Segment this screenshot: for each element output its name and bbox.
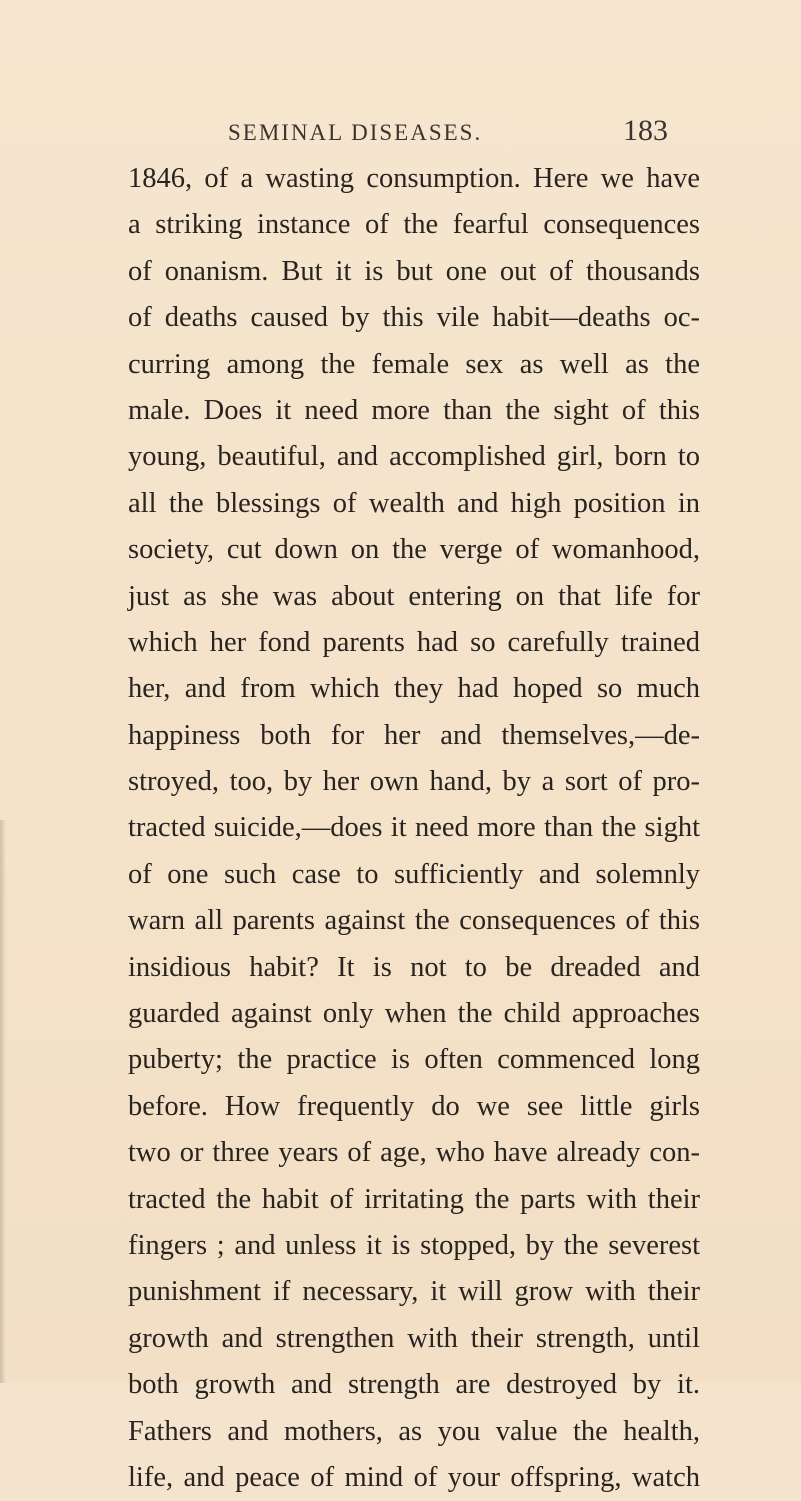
text-line: 1846, of a wasting consumption. Here we have: [128, 163, 700, 194]
text-line: a striking instance of the fearful consequences: [128, 209, 700, 241]
running-head: SEMINAL DISEASES.: [228, 120, 483, 145]
text-line: puberty; the practice is often commenced long: [128, 1044, 700, 1076]
text-line: of deaths caused by this vile habit—deaths oc-: [128, 302, 700, 334]
text-line: Fathers and mothers, as you value the health,: [128, 1415, 700, 1447]
text-line: before. How frequently do we see little girls: [128, 1090, 700, 1122]
text-line: tracted the habit of irritating the parts with their: [128, 1183, 700, 1215]
text-line: young, beautiful, and accomplished girl, born to: [128, 441, 700, 473]
text-line: all the blessings of wealth and high position in: [128, 487, 700, 519]
text-line: of one such case to sufficiently and solemnly: [128, 858, 700, 890]
text-line: life, and peace of mind of your offspring, watch: [128, 1461, 700, 1493]
page-header: [0, 114, 801, 154]
body-text: [128, 156, 700, 1501]
text-line: guarded against only when the child approaches: [128, 998, 700, 1030]
text-line: society, cut down on the verge of womanhood,: [128, 534, 700, 566]
text-line: of onanism. But it is but one out of thousands: [128, 255, 700, 287]
text-line: stroyed, too, by her own hand, by a sort of pro-: [128, 766, 700, 798]
text-line: her, and from which they had hoped so much: [128, 673, 700, 705]
text-line: which her fond parents had so carefully trained: [128, 626, 700, 658]
text-line: fingers ; and unless it is stopped, by the severest: [128, 1229, 700, 1261]
text-line: both growth and strength are destroyed by it.: [128, 1369, 700, 1401]
text-line: growth and strengthen with their strength, until: [128, 1322, 700, 1354]
page-spine-shadow: [0, 820, 6, 1383]
text-line: just as she was about entering on that life for: [128, 580, 700, 612]
text-line: curring among the female sex as well as the: [128, 348, 700, 380]
text-line: warn all parents against the consequences of this: [128, 905, 700, 937]
text-line: tracted suicide,—does it need more than the sight: [128, 812, 700, 844]
text-line: insidious habit? It is not to be dreaded and: [128, 951, 700, 983]
text-line: male. Does it need more than the sight of this: [128, 394, 700, 426]
text-line: happiness both for her and themselves,—de-: [128, 719, 700, 751]
text-line: two or three years of age, who have already con-: [128, 1137, 700, 1169]
text-line: punishment if necessary, it will grow with their: [128, 1276, 700, 1308]
page-number: 183: [623, 114, 668, 147]
